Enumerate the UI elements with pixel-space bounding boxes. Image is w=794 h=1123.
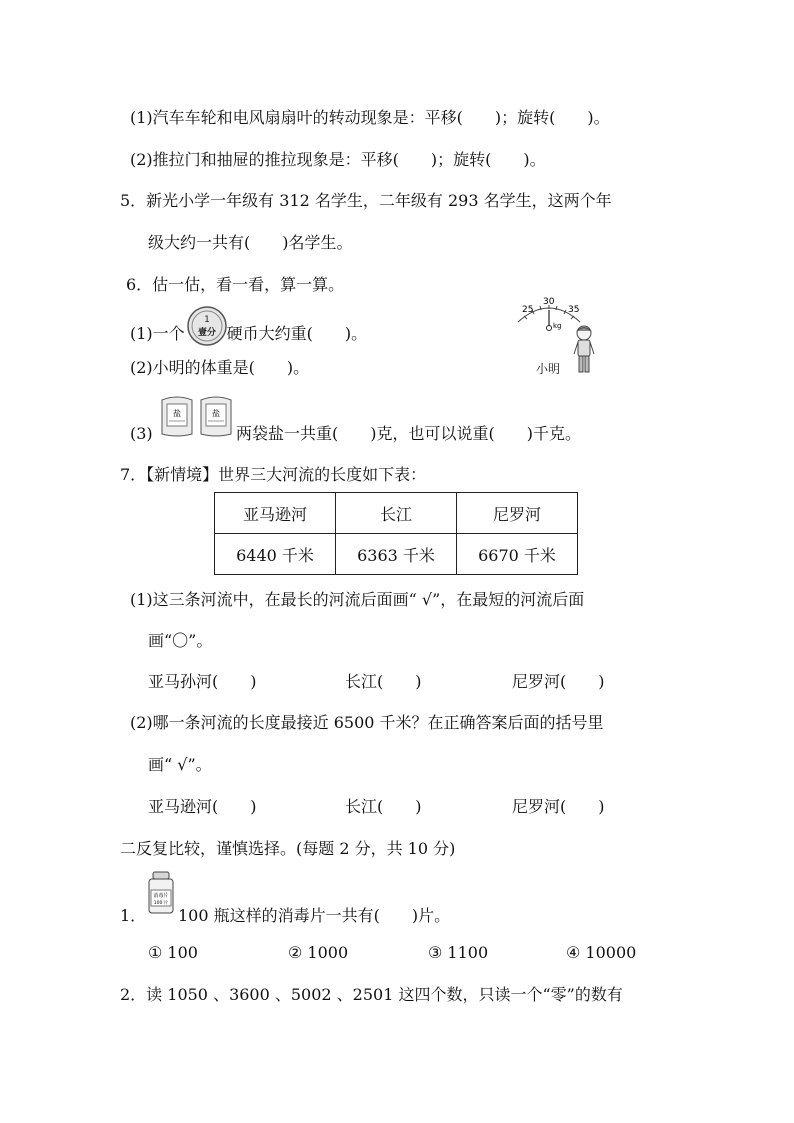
q4-sub1: (1)汽车车轮和电风扇扇叶的转动现象是：平移( )；旋转( )。 [130,108,610,127]
boy-figure-icon [570,324,598,376]
mc1-option: ③ 1100 [428,943,489,962]
q7-sub1-line2: 画“〇”。 [148,631,213,650]
mc1-option: ② 1000 [288,943,349,962]
q6-sub1-post: 硬币大约重( )。 [226,324,368,343]
q7-heading: 7．【新情境】世界三大河流的长度如下表： [120,465,427,484]
q7-sub1-answer: 亚马孙河( ) [148,672,257,691]
q6-heading: 6．估一估，看一看，算一算。 [126,275,345,294]
mc2-text: 2．读 1050 、3600 、5002 、2501 这四个数，只读一个“零”的数有 [120,985,623,1004]
river-length-table [214,492,578,575]
person-name: 小明 [536,362,561,376]
coin-label: 壹分 [197,328,217,338]
q7-sub2-line1: (2)哪一条河流的长度最接近 6500 千米？在正确答案后面的括号里 [130,713,604,732]
q7-sub1-answer: 尼罗河( ) [512,672,605,691]
table-cell: 长江 [336,493,457,534]
salt-bag-icon [158,394,196,438]
table-cell: 尼罗河 [457,493,578,534]
mc1-number: 1． [120,906,147,925]
bottle-label: 消毒片 [153,893,169,899]
salt-bag-label: 盐 [212,409,220,418]
salt-bag-icon [197,394,235,438]
mc1-option: ① 100 [148,943,198,962]
q4-sub2: (2)推拉门和抽屉的推拉现象是：平移( )；旋转( )。 [130,150,546,169]
q7-sub2-answer: 尼罗河( ) [512,797,605,816]
q7-sub2-line2: 画“ √”。 [148,755,212,774]
q6-sub1-pre: (1)一个 [130,324,185,343]
scale-label-35: 35 [568,305,580,315]
table-cell: 6363 千米 [336,534,457,575]
q7-sub2-answer: 亚马逊河( ) [148,797,257,816]
q5-line2: 级大约一共有( )名学生。 [148,233,353,252]
table-cell: 亚马逊河 [215,493,336,534]
table-row [215,534,578,575]
table-header-row [215,493,578,534]
q7-sub1-line1: (1)这三条河流中，在最长的河流后面画“ √”，在最短的河流后面 [130,590,585,609]
salt-bag-label: 盐 [173,409,181,418]
q6-sub3-pre: (3) [130,424,153,443]
scale-label-30: 30 [543,297,555,307]
mc1-option: ④ 10000 [566,943,637,962]
scale-label-25: 25 [522,305,534,315]
q7-sub1-answer: 长江( ) [345,672,422,691]
q6-sub3-post: 两袋盐一共重( )克，也可以说重( )千克。 [236,424,581,443]
table-cell: 6670 千米 [457,534,578,575]
coin-icon [186,305,228,347]
section2-heading: 二反复比较，谨慎选择。(每题 2 分，共 10 分) [120,839,456,858]
bottle-count: 100 片 [153,901,169,906]
scale-unit: kg [553,322,562,330]
disinfectant-bottle-icon [146,870,176,916]
mc1-text: 100 瓶这样的消毒片一共有( )片。 [178,906,451,925]
coin-value: 1 [204,315,210,325]
q6-sub1 [130,323,367,345]
q6-sub2: (2)小明的体重是( )。 [130,358,310,377]
table-cell: 6440 千米 [215,534,336,575]
q5-line1: 5．新光小学一年级有 312 名学生，二年级有 293 名学生，这两个年 [120,191,612,210]
q7-sub2-answer: 长江( ) [345,797,422,816]
